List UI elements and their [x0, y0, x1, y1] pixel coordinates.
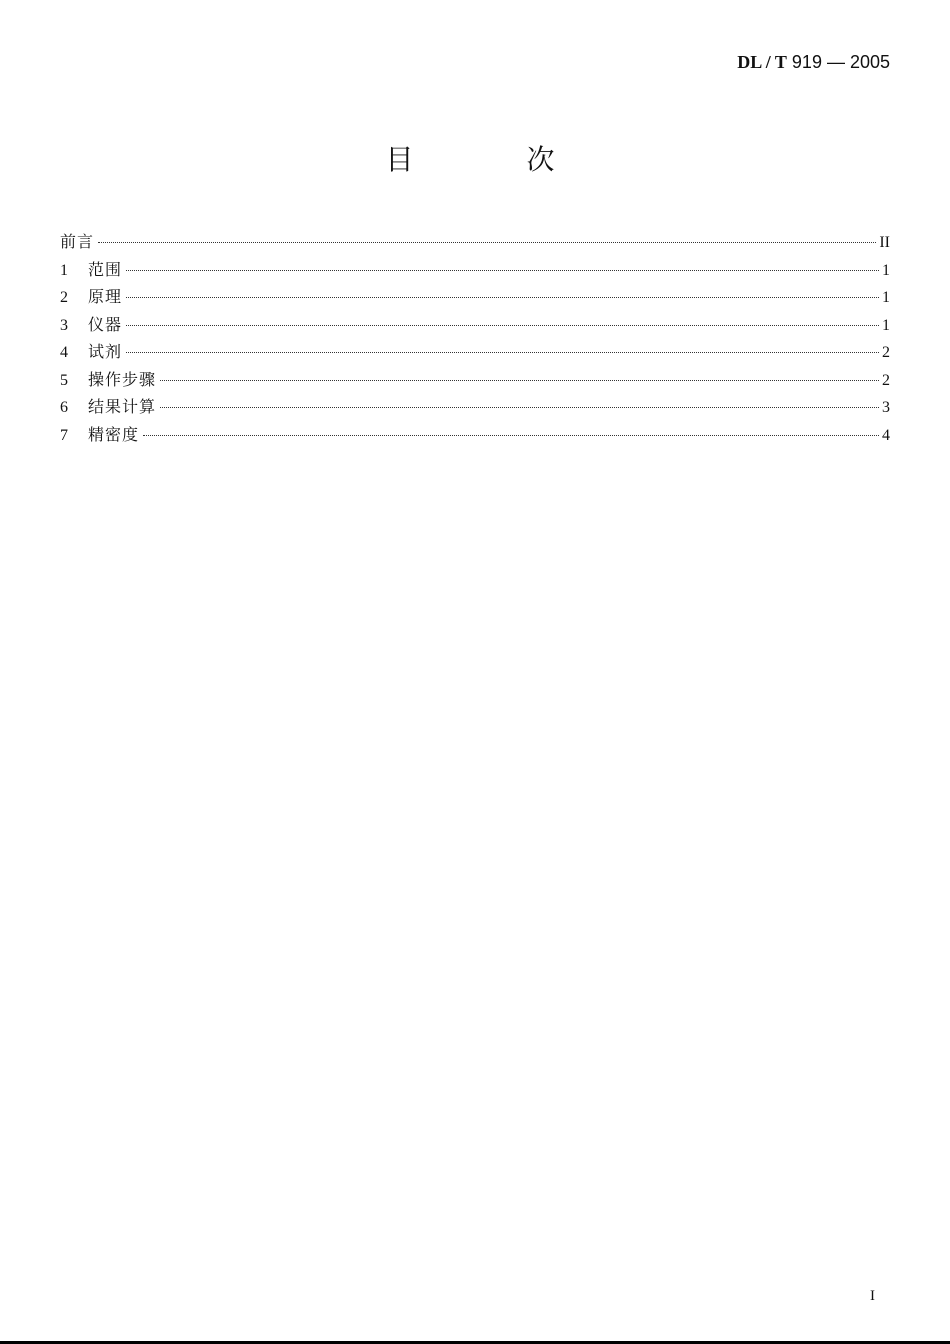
toc-leader-dots [160, 407, 879, 408]
toc-entry-page: 4 [882, 426, 890, 444]
toc-entry-page: 2 [882, 344, 890, 361]
toc-leader-dots [160, 380, 879, 381]
toc-entry-label: 结果计算 [88, 397, 157, 416]
page-number: I [870, 1288, 875, 1304]
toc-entry-number: 1 [60, 261, 68, 279]
toc-leader-dots [126, 270, 879, 271]
page-title: 目 次 [385, 143, 607, 176]
toc-entry-principle[interactable] [60, 283, 890, 311]
toc-entry-label: 原理 [88, 287, 123, 306]
toc-entry-number: 3 [60, 316, 68, 334]
toc-entry-scope[interactable] [60, 256, 890, 284]
table-of-contents [60, 228, 890, 448]
toc-leader-dots [143, 435, 879, 436]
toc-entry-page: 3 [882, 399, 890, 416]
toc-entry-label: 前言 [60, 232, 95, 251]
toc-entry-label: 试剂 [88, 342, 123, 361]
toc-leader-dots [126, 297, 879, 298]
toc-leader-dots [126, 325, 879, 326]
toc-entry-number: 7 [60, 426, 68, 444]
toc-entry-apparatus[interactable] [60, 311, 890, 339]
toc-entry-label: 精密度 [88, 424, 140, 444]
toc-entry-label: 范围 [88, 259, 123, 279]
standard-prefix: DL / T [737, 52, 787, 72]
toc-leader-dots [126, 352, 879, 353]
toc-entry-label: 仪器 [88, 314, 123, 334]
toc-entry-calculation[interactable] [60, 393, 890, 421]
standard-number: 919 — 2005 [786, 52, 890, 72]
toc-entry-label: 操作步骤 [88, 369, 157, 389]
standard-code [737, 52, 890, 73]
toc-entry-foreword[interactable] [60, 228, 890, 256]
toc-entry-precision[interactable] [60, 421, 890, 449]
toc-entry-page: II [879, 234, 890, 251]
toc-entry-page: 1 [882, 316, 890, 334]
toc-entry-number: 4 [60, 344, 68, 361]
toc-entry-page: 2 [882, 371, 890, 389]
toc-entry-number: 5 [60, 371, 68, 389]
toc-entry-number: 2 [60, 289, 68, 306]
toc-entry-reagents[interactable] [60, 338, 890, 366]
toc-entry-page: 1 [882, 261, 890, 279]
toc-leader-dots [98, 242, 876, 243]
toc-entry-number: 6 [60, 399, 68, 416]
toc-entry-procedure[interactable] [60, 366, 890, 394]
toc-entry-page: 1 [882, 289, 890, 306]
